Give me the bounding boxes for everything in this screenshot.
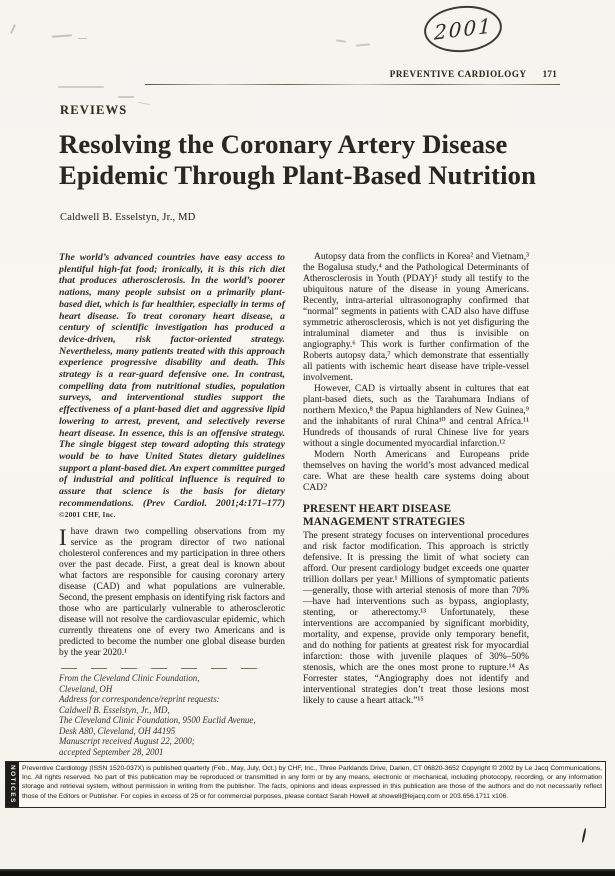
author-byline: Caldwell B. Esselstyn, Jr., MD <box>60 212 196 223</box>
section-heading-line2: MANAGEMENT STRATEGIES <box>303 515 465 528</box>
pen-mark <box>581 828 586 843</box>
page-number: 171 <box>542 69 557 79</box>
right-column <box>303 252 529 707</box>
pencil-smudge <box>78 38 87 39</box>
article-title <box>59 129 549 191</box>
abstract-text: The world’s advanced countries have easy access to plentiful high-fat food; ironically, it is this rich diet that produces atherosclerosis. In the world’s poorer nations, many people subsist on a primarily plant-based diet, which is far healthier, especially in terms of heart disease. To treat coronary heart disease, a century of scientific investigation has produced a device-driven, risk factor-oriented strategy. Nevertheless, many patients treated with this approach experience progressive disability and death. This strategy is a rear-guard defensive one. In contrast, compelling data from nutritional studies, population surveys, and interventional studies support the effectiveness of a plant-based diet and aggressive lipid lowering to arrest, prevent, and selectively reverse heart disease. In essence, this is an offensive strategy. The single biggest step toward adopting this strategy would be to have United States dietary guidelines support a plant-based diet. An expert committee purged of industrial and political influence is required to assure that science is the basis for dietary recommendations. (Prev Cardiol. 2001;4:171–177) <box>59 252 285 509</box>
body-paragraph: Modern North Americans and Europeans pride themselves on having the world’s most advanced medical care. What are these health care systems doing about CAD? <box>303 450 529 493</box>
pencil-smudge <box>356 43 370 46</box>
section-label: REVIEWS <box>60 103 128 117</box>
pencil-smudge <box>58 86 104 88</box>
body-paragraph: However, CAD is virtually absent in cultures that eat plant-based diets, such as the Tarahumara Indians of northern Mexico,⁸ the Papua highlanders of New Guinea,⁹ and the inhabitants of rural China¹⁰ and central Africa.¹¹ Hundreds of thousands of rural Chinese live for years without a single documented myocardial infarction.¹² <box>303 384 529 449</box>
article-title-line1: Resolving the Coronary Artery Disease <box>59 129 508 159</box>
footnote-line: accepted September 28, 2001 <box>59 746 164 757</box>
body-paragraph: Autopsy data from the conflicts in Korea² and Vietnam,³ the Bogalusa study,⁴ and the Pathological Determinants of Atherosclerosis in Youth (PDAY)⁵ study all testify to the ubiquitous nature of the disease in young Americans. Recently, intra-arterial ultrasonography confirmed that “normal” segments in patients with CAD also have diffuse symmetric atherosclerosis, which is not yet disfiguring the intraluminal diameter and thus is invisible on angiography.⁶ This work is further confirmation of the Roberts autopsy data,⁷ which demonstrate that essentially all patients with ischemic heart disease have triple-vessel involvement. <box>303 252 529 383</box>
footnote-line: Caldwell B. Esselstyn, Jr., MD, <box>59 704 170 715</box>
handwritten-year: 2001 <box>433 13 493 45</box>
abstract <box>59 252 285 521</box>
pencil-smudge <box>52 34 72 37</box>
correspondence-footnote <box>59 673 285 757</box>
footnote-line: Desk A80, Cleveland, OH 44195 <box>59 725 176 736</box>
footnote-line: Address for correspondence/reprint requests: <box>59 694 220 705</box>
intro-text: have drawn two compelling observations from my service as the program director of two national cholesterol conferences and my participation in three others over the past decade. First, a great deal is known about what factors are responsible for causing coronary artery disease (CAD) and what populations are vulnerable. Second, the present emphasis on identifying risk factors and those who are particularly vulnerable to atherosclerotic disease will not resolve the cardiovascular epidemic, which currently threatens one of every two Americans and is predicted to become the number one global disease burden by the year 2020.¹ <box>59 527 285 659</box>
left-column <box>59 252 285 757</box>
publisher-notice-text: Preventive Cardiology (ISSN 1520-037X) is published quarterly (Feb., May, July, Oct.) by CHF, Inc., Three Parklands Drive, Darien, CT 06820-3652 Copyright © 2002 by Le Jacq Communications, Inc. All rights reserved. No part of this publication may be reproduced or transmitted in any form or by any means, electronic or mechanical, including photocopy, recording, or any information storage and retrieval system, without permission in writing from the publisher. The facts, opinions and ideas expressed in this publication are those of the authors and do not necessarily reflect those of the Editors or Publisher. For copies in excess of 25 or for commercial purposes, please contact Sarah Howell at showell@lejacq.com or 203.656.1711 x106. <box>22 765 602 800</box>
running-head <box>0 69 557 79</box>
pencil-smudge <box>118 96 134 98</box>
publisher-notice-box <box>5 761 606 808</box>
pencil-smudge <box>10 24 16 34</box>
notices-tab <box>6 762 19 807</box>
footnote-line: Cleveland, OH <box>59 683 113 694</box>
footnote-line: The Cleveland Clinic Foundation, 9500 Euclid Avenue, <box>59 715 256 726</box>
section-heading <box>303 503 529 529</box>
pencil-smudge <box>336 39 346 42</box>
handwritten-year-circle <box>422 3 504 56</box>
intro-paragraph <box>59 527 285 659</box>
scan-edge-bar <box>0 869 615 876</box>
notices-tab-label: NOTICES <box>9 765 16 804</box>
journal-name: PREVENTIVE CARDIOLOGY <box>389 69 527 79</box>
drop-cap: I <box>59 525 67 551</box>
pencil-smudge <box>138 102 150 105</box>
section-heading-line1: PRESENT HEART DISEASE <box>303 503 452 515</box>
article-title-line2: Epidemic Through Plant-Based Nutrition <box>59 160 537 190</box>
footnote-line: Manuscript received August 22, 2000; <box>59 736 195 747</box>
footnote-rule <box>61 668 266 669</box>
footnote-line: From the Cleveland Clinic Foundation, <box>59 673 200 684</box>
body-paragraph: The present strategy focuses on interventional procedures and risk factor modification. This approach is strictly defensive. It is pressing the limit of what society can afford. Our present cardiology budget exceeds one quarter trillion dollars per year.¹ Millions of symptomatic patients—generally, those with arterial stenosis of more than 70%—have had interventions such as bypass, angioplasty, stenting, or atherectomy.¹³ Unfortunately, these interventions are accompanied by significant morbidity, mortality, and expense, provide only temporary benefit, and do nothing for patients at greatest risk for myocardial infarction: those with juvenile plaques of 30%–50% stenosis, which are the ones most prone to rupture.¹⁴ As Forrester states, “Angiography does not identify and interventional strategies don’t treat those lesions most likely to cause a heart attack.”¹⁵ <box>303 530 529 706</box>
header-rule <box>145 84 560 85</box>
abstract-copyright: ©2001 CHF, Inc. <box>59 510 116 520</box>
